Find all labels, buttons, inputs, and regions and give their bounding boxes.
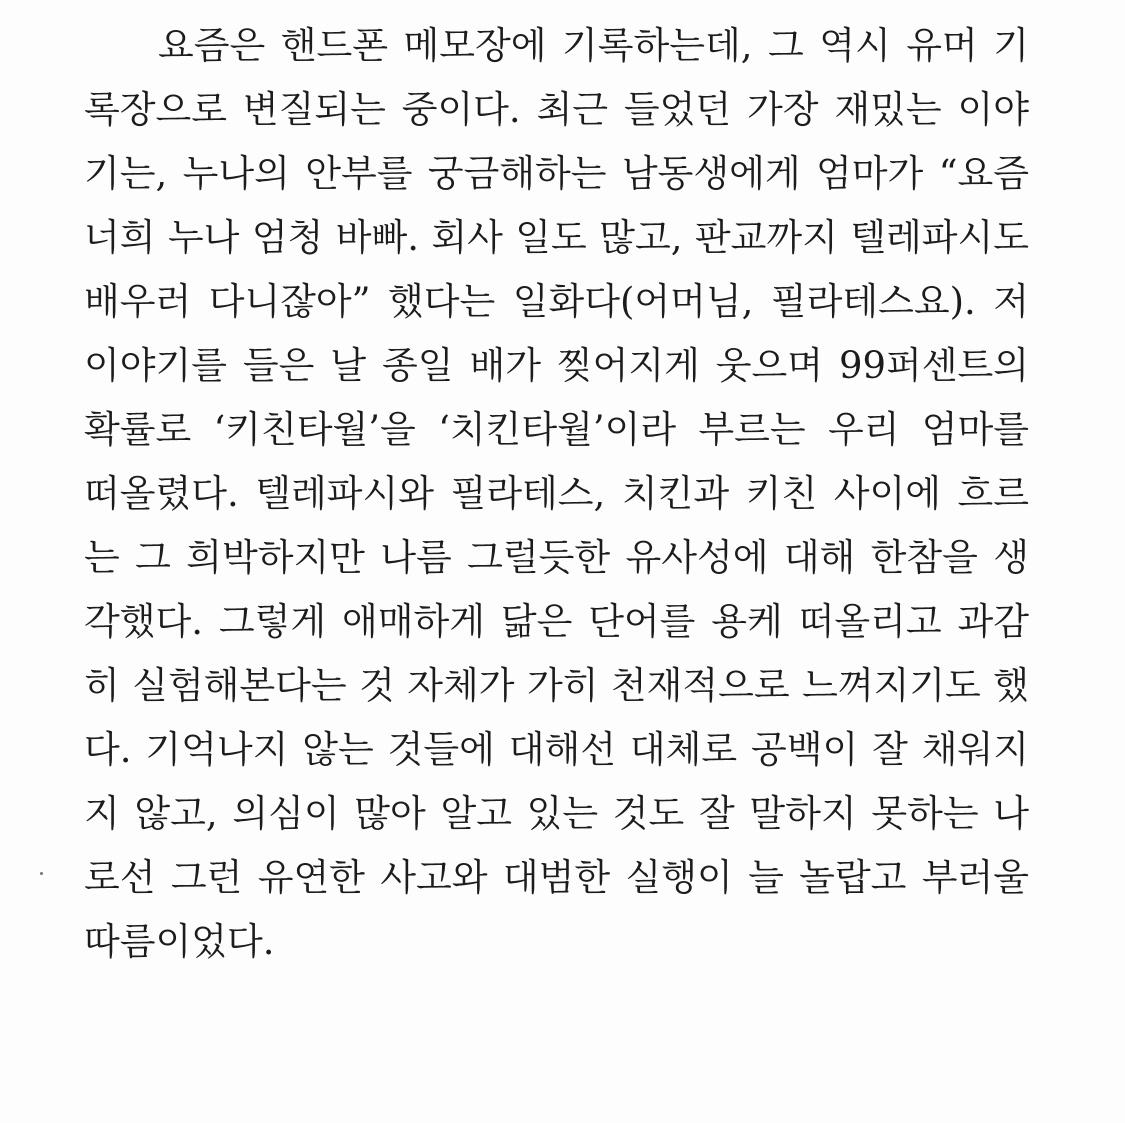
text-line-1: 요즘은 핸드폰 메모장에 기록하는데, 그 역시 유머 기 — [158, 24, 1029, 67]
text-line-4: 너희 누나 엄청 바빠. 회사 일도 많고, 판교까지 텔레파시도 — [84, 216, 1029, 259]
body-paragraph — [84, 14, 1029, 974]
text-line-13: 지 않고, 의심이 많아 알고 있는 것도 잘 말하지 못하는 나 — [84, 792, 1029, 835]
text-line-5: 배우러 다니잖아” 했다는 일화다(어머님, 필라테스요). 저 — [84, 280, 1029, 323]
text-line-3: 기는, 누나의 안부를 궁금해하는 남동생에게 엄마가 “요즘 — [84, 152, 1029, 195]
text-line-6: 이야기를 들은 날 종일 배가 찢어지게 웃으며 99퍼센트의 — [84, 344, 1029, 387]
text-line-12: 다. 기억나지 않는 것들에 대해선 대체로 공백이 잘 채워지 — [84, 728, 1029, 771]
text-line-8: 떠올렸다. 텔레파시와 필라테스, 치킨과 키친 사이에 흐르 — [84, 472, 1029, 515]
text-line-15: 따름이었다. — [84, 920, 275, 963]
scan-speck — [40, 872, 43, 875]
text-line-11: 히 실험해본다는 것 자체가 가히 천재적으로 느껴지기도 했 — [84, 664, 1029, 707]
text-line-14: 로선 그런 유연한 사고와 대범한 실행이 늘 놀랍고 부러울 — [84, 856, 1029, 899]
text-line-9: 는 그 희박하지만 나름 그럴듯한 유사성에 대해 한참을 생 — [84, 536, 1029, 579]
text-line-7: 확률로 ‘키친타월’을 ‘치킨타월’이라 부르는 우리 엄마를 — [84, 408, 1029, 451]
text-line-2: 록장으로 변질되는 중이다. 최근 들었던 가장 재밌는 이야 — [84, 88, 1029, 131]
text-line-10: 각했다. 그렇게 애매하게 닮은 단어를 용케 떠올리고 과감 — [84, 600, 1029, 643]
